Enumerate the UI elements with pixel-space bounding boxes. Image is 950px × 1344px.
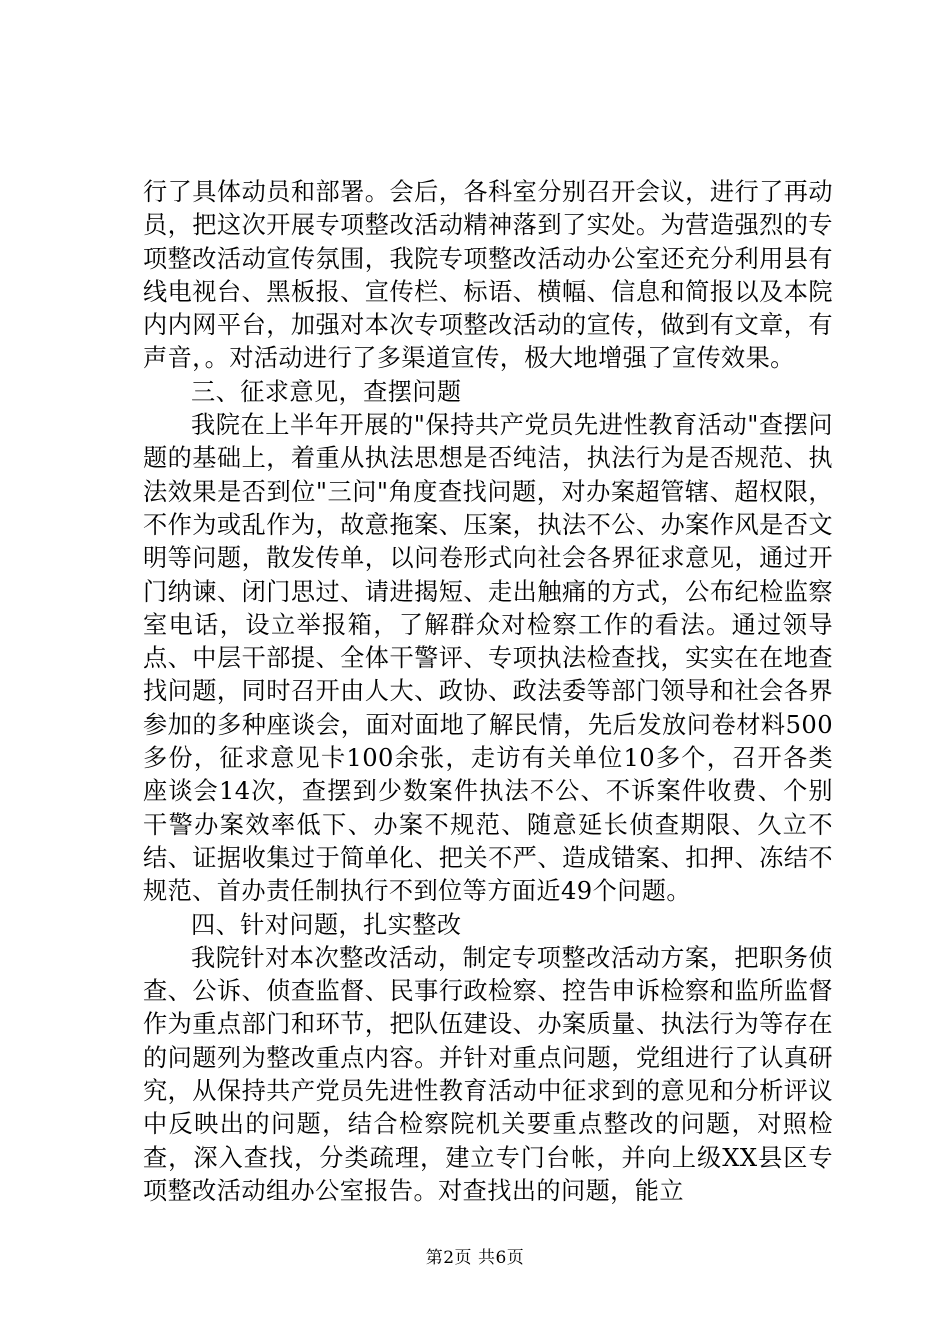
document-body [143, 176, 833, 1208]
section-heading: 三、征求意见，查摆问题 [191, 377, 462, 406]
body-paragraph: 我院针对本次整改活动，制定专项整改活动方案，把职务侦查、公诉、侦查监督、民事行政检察、控告申诉检察和监所监督作为重点部门和环节，把队伍建设、办案质量、执法行为等存在的问题列为整改重点内容。并针对重点问题，党组进行了认真研究，从保持共产党员先进性教育活动中征求到的意见和分析评议中反映出的问题，结合检察院机关要重点整改的问题，对照检查，深入查找，分类疏理，建立专门台帐，并向上级XX县区专项整改活动组办公室报告。对查找出的问题，能立 [143, 943, 833, 1205]
body-paragraph: 行了具体动员和部署。会后，各科室分别召开会议，进行了再动员，把这次开展专项整改活动精神落到了实处。为营造强烈的专项整改活动宣传氛围，我院专项整改活动办公室还充分利用县有线电视台、黑板报、宣传栏、标语、横幅、信息和简报以及本院内内网平台，加强对本次专项整改活动的宣传，做到有文章，有声音，。对活动进行了多渠道宣传，极大地增强了宣传效果。 [143, 178, 833, 373]
section-heading: 四、针对问题，扎实整改 [191, 910, 462, 939]
body-paragraph: 我院在上半年开展的"保持共产党员先进性教育活动"查摆问题的基础上，着重从执法思想是否纯洁，执法行为是否规范、执法效果是否到位"三问"角度查找问题，对办案超管辖、超权限，不作为或乱作为，故意拖案、压案，执法不公、办案作风是否文明等问题，散发传单，以问卷形式向社会各界征求意见，通过开门纳谏、闭门思过、请进揭短、走出触痛的方式，公布纪检监察室电话，设立举报箱，了解群众对检察工作的看法。通过领导点、中层干部提、全体干警评、专项执法检查找，实实在在地查找问题，同时召开由人大、政协、政法委等部门领导和社会各界参加的多种座谈会，面对面地了解民情，先后发放问卷材料500多份，征求意见卡100余张，走访有关单位10多个，召开各类座谈会14次，查摆到少数案件执法不公、不诉案件收费、个别干警办案效率低下、办案不规范、随意延长侦查期限、久立不结、证据收集过于简单化、把关不严、造成错案、扣押、冻结不规范、首办责任制执行不到位等方面近49个问题。 [143, 411, 833, 906]
page-footer: 第2页 共6页 [425, 1248, 525, 1268]
